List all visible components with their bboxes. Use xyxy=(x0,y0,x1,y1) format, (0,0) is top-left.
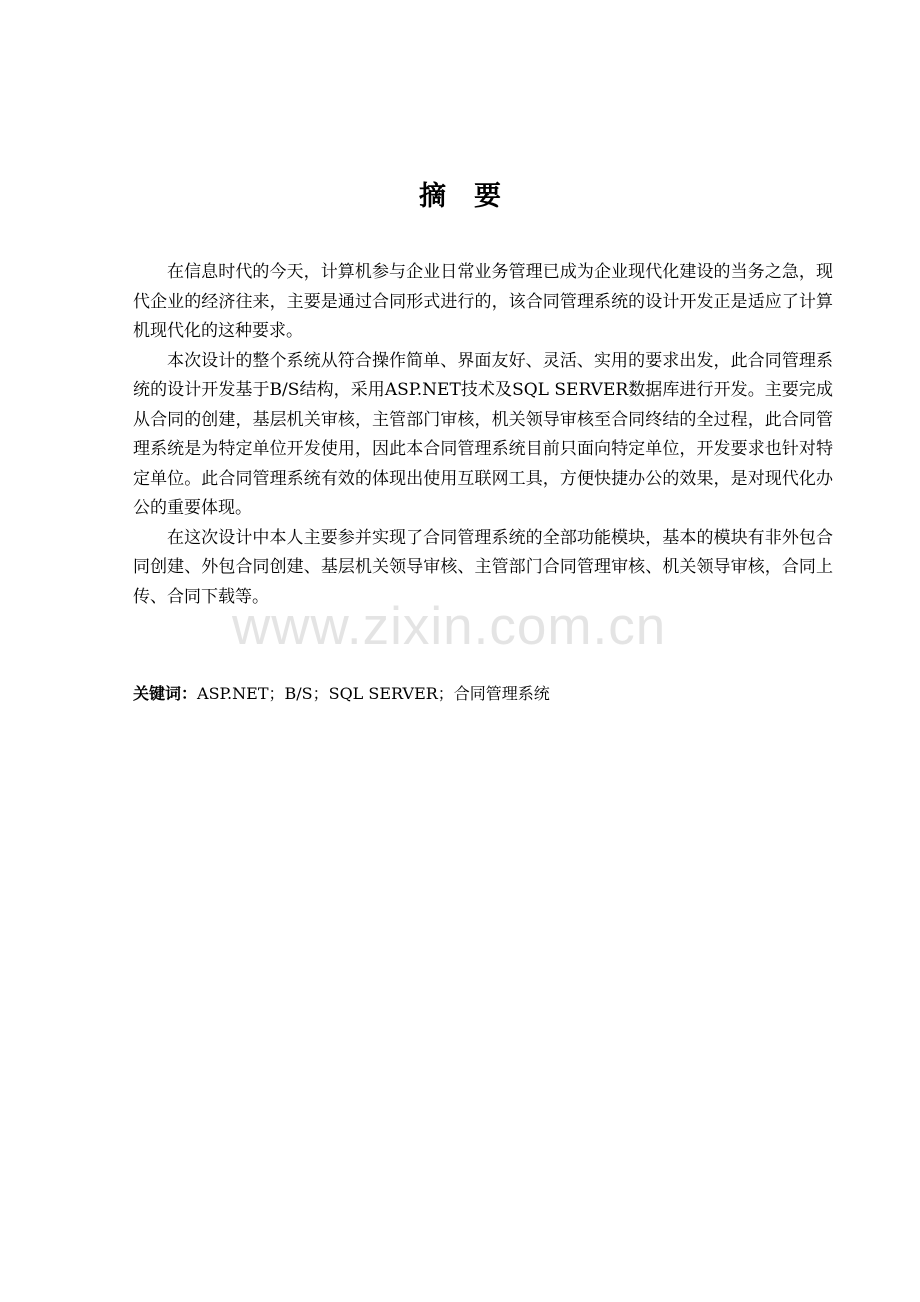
title-char-2: 要 xyxy=(474,181,501,212)
abstract-paragraph-2: 本次设计的整个系统从符合操作简单、界面友好、灵活、实用的要求出发，此合同管理系统的设计开发基于B/S结构，采用ASP.NET技术及SQL SERVER数据库进行开发。主要完成从合同的创建，基层机关审核，主管部门审核，机关领导审核至合同终结的全过程，此合同管理系统是为特定单位开发使用，因此本合同管理系统目前只面向特定单位，开发要求也针对特定单位。此合同管理系统有效的体现出使用互联网工具，方便快捷办公的效果，是对现代化办公的重要体现。 xyxy=(133,350,833,518)
watermark: www.zixin.com.cn xyxy=(232,597,667,656)
abstract-paragraph-3: 在这次设计中本人主要参并实现了合同管理系统的全部功能模块，基本的模块有非外包合同创建、外包合同创建、基层机关领导审核、主管部门合同管理审核、机关领导审核，合同上传、合同下载等。 xyxy=(133,527,833,607)
keywords-value: ASP.NET；B/S；SQL SERVER；合同管理系统 xyxy=(197,684,550,703)
abstract-body xyxy=(133,258,833,612)
abstract-paragraph-1: 在信息时代的今天，计算机参与企业日常业务管理已成为企业现代化建设的当务之急，现代企业的经济往来，主要是通过合同形式进行的，该合同管理系统的设计开发正是适应了计算机现代化的这种要求。 xyxy=(133,262,833,341)
title-char-1: 摘 xyxy=(419,181,446,212)
keywords-label: 关键词： xyxy=(133,684,198,703)
page-title xyxy=(0,174,920,213)
keywords-line xyxy=(133,681,833,707)
